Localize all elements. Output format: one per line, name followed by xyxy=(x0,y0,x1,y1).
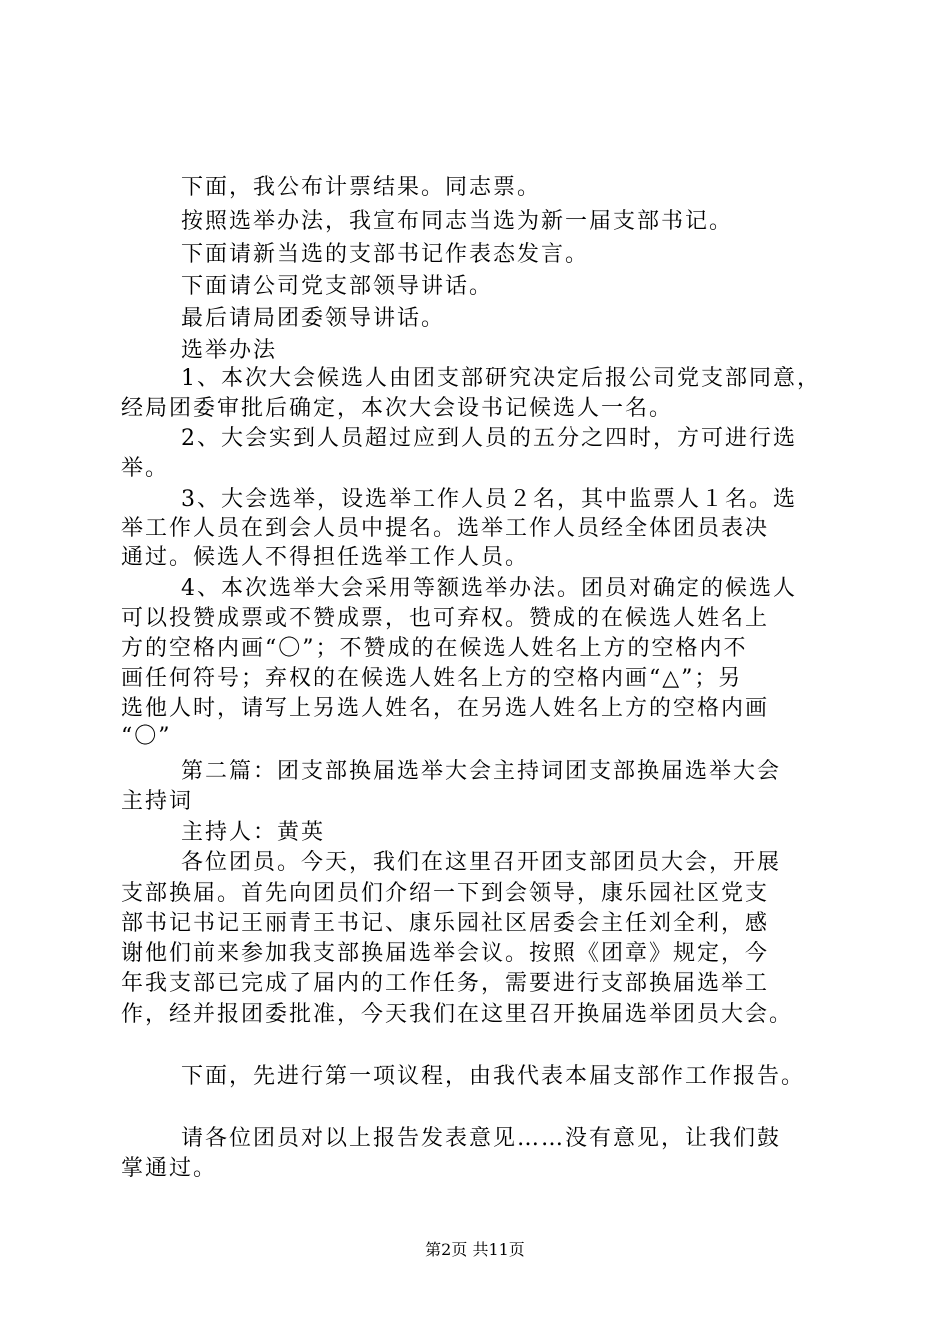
page-number-footer: 第2页 共11页 xyxy=(425,1240,525,1259)
text-line: 请各位团员对以上报告发表意见……没有意见，让我们鼓 xyxy=(181,1126,782,1151)
text-line: 通过。候选人不得担任选举工作人员。 xyxy=(121,545,530,570)
text-line: 下面，先进行第一项议程，由我代表本届支部作工作报告。 xyxy=(181,1064,806,1089)
text-line: 年我支部已完成了届内的工作任务，需要进行支部换届选举工 xyxy=(121,971,770,996)
text-line: 下面请新当选的支部书记作表态发言。 xyxy=(181,242,590,267)
text-line: 最后请局团委领导讲话。 xyxy=(181,306,446,331)
text-line: 可以投赞成票或不赞成票，也可弃权。赞成的在候选人姓名上 xyxy=(121,606,770,631)
text-line: 下面，我公布计票结果。同志票。 xyxy=(181,175,542,200)
section-heading: 选举办法 xyxy=(181,338,278,363)
text-line: 2、大会实到人员超过应到人员的五分之四时，方可进行选 xyxy=(181,426,797,451)
text-line: 部书记书记王丽青王书记、康乐园社区居委会主任刘全利，感 xyxy=(121,911,770,936)
text-line: 各位团员。今天，我们在这里召开团支部团员大会，开展 xyxy=(181,850,782,875)
text-line: 下面请公司党支部领导讲话。 xyxy=(181,274,494,299)
section-title: 主持词 xyxy=(121,789,194,814)
text-line: 经局团委审批后确定，本次大会设书记候选人一名。 xyxy=(121,396,674,421)
host-name: 主持人：黄英 xyxy=(181,820,326,845)
text-line: 支部换届。首先向团员们介绍一下到会领导，康乐园社区党支 xyxy=(121,881,770,906)
text-line: 举工作人员在到会人员中提名。选举工作人员经全体团员表决 xyxy=(121,516,770,541)
text-line: 掌通过。 xyxy=(121,1156,218,1181)
text-line: 方的空格内画“〇”；不赞成的在候选人姓名上方的空格内不 xyxy=(121,636,748,661)
text-line: 3、大会选举，设选举工作人员２名，其中监票人１名。选 xyxy=(181,487,797,512)
text-line: 选他人时，请写上另选人姓名，在另选人姓名上方的空格内画 xyxy=(121,696,770,721)
text-line: 作，经并报团委批准，今天我们在这里召开换届选举团员大会。 xyxy=(121,1002,794,1027)
text-line: 举。 xyxy=(121,456,170,481)
section-title: 第二篇：团支部换届选举大会主持词团支部换届选举大会 xyxy=(181,759,782,784)
text-line: 1、本次大会候选人由团支部研究决定后报公司党支部同意， xyxy=(181,366,821,391)
text-line: 4、本次选举大会采用等额选举办法。团员对确定的候选人 xyxy=(181,576,797,601)
text-line: 按照选举办法，我宣布同志当选为新一届支部书记。 xyxy=(181,209,734,234)
text-line: 画任何符号；弃权的在候选人姓名上方的空格内画“△”；另 xyxy=(121,666,743,691)
text-line: 谢他们前来参加我支部换届选举会议。按照《团章》规定，今 xyxy=(121,941,770,966)
text-line: “〇” xyxy=(121,724,172,749)
